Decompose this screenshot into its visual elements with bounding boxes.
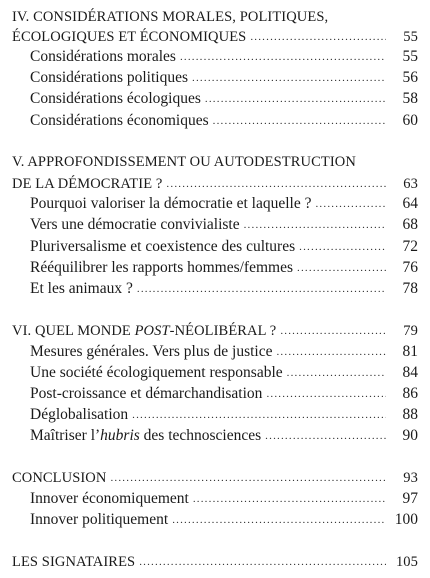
page-number: 68 [402, 216, 418, 233]
section-vi-title [12, 320, 276, 342]
entry-label: Et les animaux ? [30, 280, 133, 297]
entry-label: Post-croissance et démarchandisation [30, 385, 263, 402]
section-v-title-line2: DE LA DÉMOCRATIE ? [12, 176, 163, 192]
dot-leader [193, 488, 386, 510]
entry-label: Innover politiquement [30, 511, 169, 528]
entry-label: Considérations politiques [30, 69, 189, 86]
dot-leader [166, 173, 386, 195]
page-number: 60 [402, 112, 418, 129]
toc-entry[interactable] [30, 383, 418, 405]
page-number: 63 [403, 176, 418, 192]
toc-entry[interactable] [30, 88, 418, 110]
dot-leader [172, 509, 386, 531]
section-iv-title-line1: IV. CONSIDÉRATIONS MORALES, POLITIQUES, [12, 9, 329, 25]
entry-label: Pourquoi valoriser la démocratie et laquelle ? [30, 195, 312, 212]
toc-entry[interactable] [30, 110, 418, 132]
toc-entry[interactable] [12, 26, 418, 48]
dot-leader [192, 67, 386, 89]
conclusion-title: CONCLUSION [12, 470, 107, 486]
page-number: 78 [402, 280, 418, 297]
dot-leader [213, 110, 386, 132]
title-prefix: VI. QUEL MONDE [12, 323, 135, 339]
section-v-title-line1: V. APPROFONDISSEMENT OU AUTODESTRUCTION [12, 154, 356, 170]
page-number: 81 [402, 343, 418, 360]
dot-leader [244, 214, 386, 236]
dot-leader [132, 404, 386, 426]
entry-label: Rééquilibrer les rapports hommes/femmes [30, 259, 294, 276]
dot-leader [265, 425, 386, 447]
page-number: 79 [403, 323, 418, 339]
toc-entry[interactable] [30, 257, 418, 279]
entry-label: Pluriversalisme et coexistence des cultures [30, 238, 296, 255]
dot-leader [205, 88, 386, 110]
page-number: 58 [402, 90, 418, 107]
toc-entry[interactable] [30, 193, 418, 215]
page-number: 84 [402, 364, 418, 381]
dot-leader [180, 46, 386, 68]
page-number: 55 [403, 29, 418, 45]
page-number: 88 [402, 406, 418, 423]
entry-label: Innover économiquement [30, 490, 189, 507]
page-number: 90 [402, 427, 418, 444]
dot-leader [297, 257, 386, 279]
toc-entry[interactable] [30, 236, 418, 258]
dot-leader [266, 383, 386, 405]
toc-entry[interactable] [30, 214, 418, 236]
dot-leader [299, 236, 386, 258]
toc-entry[interactable] [30, 278, 418, 300]
toc-entry[interactable] [12, 173, 418, 195]
entry-label [30, 425, 261, 447]
entry-label: Considérations économiques [30, 112, 209, 129]
entry-label: Considérations morales [30, 48, 176, 65]
dot-leader [276, 341, 386, 363]
page-number: 86 [402, 385, 418, 402]
entry-label: Une société écologiquement responsable [30, 364, 283, 381]
toc-entry[interactable] [12, 320, 418, 342]
page-number: 100 [394, 511, 418, 528]
toc-entry[interactable] [30, 341, 418, 363]
entry-label: Vers une démocratie convivialiste [30, 216, 240, 233]
toc-entry[interactable] [30, 425, 418, 447]
page-number: 97 [402, 490, 418, 507]
dot-leader [139, 551, 386, 573]
page-number: 105 [395, 554, 418, 570]
entry-label: Déglobalisation [30, 406, 129, 423]
toc-entry[interactable] [30, 509, 418, 531]
label-italic: hubris [100, 427, 140, 444]
page-number: 55 [402, 48, 418, 65]
page-number: 72 [402, 238, 418, 255]
dot-leader [110, 467, 386, 489]
page-number: 64 [402, 195, 418, 212]
label-suffix: des technosciences [139, 427, 262, 444]
toc-entry[interactable] [12, 467, 418, 489]
toc-entry[interactable] [30, 404, 418, 426]
page-number: 93 [403, 470, 418, 486]
section-iv-title-line2: ÉCOLOGIQUES ET ÉCONOMIQUES [12, 29, 247, 45]
toc-entry[interactable] [30, 46, 418, 68]
signataires-title: LES SIGNATAIRES [12, 554, 136, 570]
toc-entry[interactable] [30, 488, 418, 510]
page-number: 76 [402, 259, 418, 276]
entry-label: Mesures générales. Vers plus de justice [30, 343, 273, 360]
dot-leader [315, 193, 386, 215]
dot-leader [250, 26, 386, 48]
dot-leader [287, 362, 386, 384]
dot-leader [137, 278, 386, 300]
title-italic: POST [134, 323, 170, 339]
page-number: 56 [402, 69, 418, 86]
label-prefix: Maîtriser l’ [30, 427, 101, 444]
toc-entry[interactable] [30, 362, 418, 384]
toc-entry[interactable] [30, 67, 418, 89]
title-suffix: -NÉOLIBÉRAL ? [169, 323, 277, 339]
dot-leader [280, 320, 386, 342]
toc-entry[interactable] [12, 551, 418, 573]
entry-label: Considérations écologiques [30, 90, 201, 107]
